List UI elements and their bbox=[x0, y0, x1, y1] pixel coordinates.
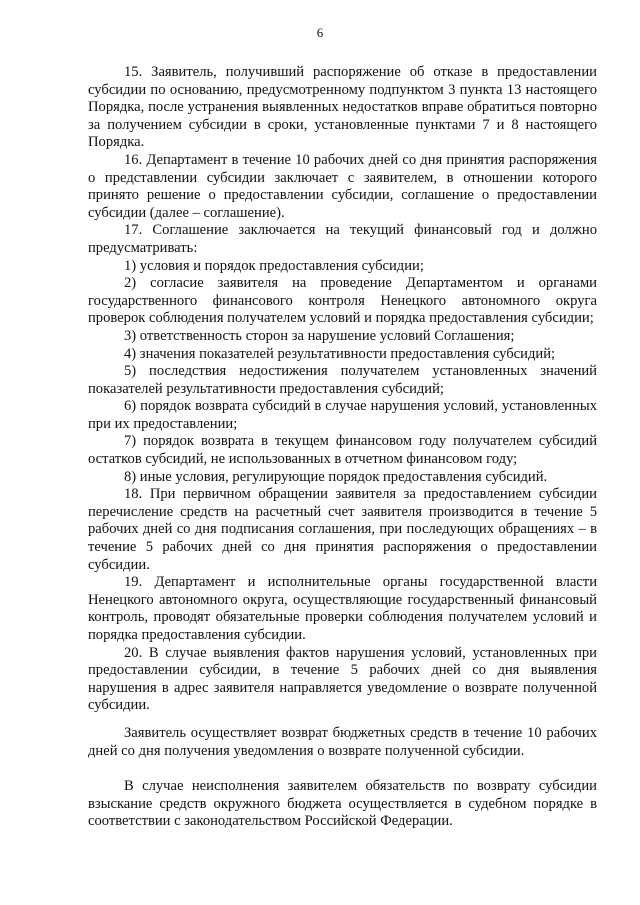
list-item-3: 3) ответственность сторон за нарушение условий Соглашения; bbox=[124, 327, 515, 344]
document-body bbox=[88, 64, 597, 831]
list-item-7: 7) порядок возврата в текущем финансовом году получателем субсидий остатков субсидий, не использованных в отчетном финансовом году; bbox=[88, 433, 597, 468]
list-item-2: 2) согласие заявителя на проведение Департаментом и органами государственного финансового контроля Ненецкого автономного округа проверок соблюдения получателем условий и порядка предоставления субсидии; bbox=[88, 275, 597, 327]
page-number: 6 bbox=[316, 25, 324, 40]
list-item-4: 4) значения показателей результативности предоставления субсидий; bbox=[124, 345, 556, 362]
paragraph-enforcement: В случае неисполнения заявителем обязательств по возврату субсидии взыскание средств окружного бюджета осуществляется в судебном порядке в соответствии с законодательством Российской Федерации. bbox=[88, 778, 597, 830]
paragraph-19: 19. Департамент и исполнительные органы государственной власти Ненецкого автономного округа, осуществляющие государственный финансовый контроль, проводят обязательные проверки соблюдения получателем условий и порядка предоставления субсидии. bbox=[88, 574, 597, 643]
list-item-5: 5) последствия недостижения получателем установленных значений показателей результативности предоставления субсидий; bbox=[88, 363, 597, 397]
list-item-6: 6) порядок возврата субсидий в случае нарушения условий, установленных при их предоставлении; bbox=[88, 398, 597, 432]
paragraph-refund: Заявитель осуществляет возврат бюджетных средств в течение 10 рабочих дней со дня получения уведомления о возврате полученной субсидии. bbox=[88, 724, 597, 759]
paragraph-16: 16. Департамент в течение 10 рабочих дней со дня принятия распоряжения о представлении субсидии заключает с заявителем, в отношении которого принято решение о предоставлении субсидии, соглашение о предоставлении субсидии (далее – соглашение). bbox=[88, 151, 597, 221]
paragraph-20: 20. В случае выявления фактов нарушения условий, установленных при предоставлении субсидии, в течение 5 рабочих дней со дня выявления нарушения в адрес заявителя направляется уведомление о возврате полученной субсидии. bbox=[88, 644, 597, 714]
paragraph-18: 18. При первичном обращении заявителя за предоставлением субсидии перечисление средств на расчетный счет заявителя производится в течение 5 рабочих дней со дня подписания соглашения, при последующих обращениях – в течение 5 рабочих дней со дня принятия распоряжения о предоставлении субсидии. bbox=[88, 486, 597, 573]
paragraph-17: 17. Соглашение заключается на текущий финансовый год и должно предусматривать: bbox=[88, 222, 597, 256]
list-item-8: 8) иные условия, регулирующие порядок предоставления субсидий. bbox=[124, 468, 548, 485]
paragraph-15: 15. Заявитель, получивший распоряжение об отказе в предоставлении субсидии по основанию, предусмотренному подпунктом 3 пункта 13 настоящего Порядка, после устранения выявленных недостатков вправе обратиться повторно за получением субсидии в сроки, установленные пунктами 7 и 8 настоящего Порядка. bbox=[88, 64, 597, 151]
list-item-1: 1) условия и порядок предоставления субсидии; bbox=[124, 257, 424, 274]
